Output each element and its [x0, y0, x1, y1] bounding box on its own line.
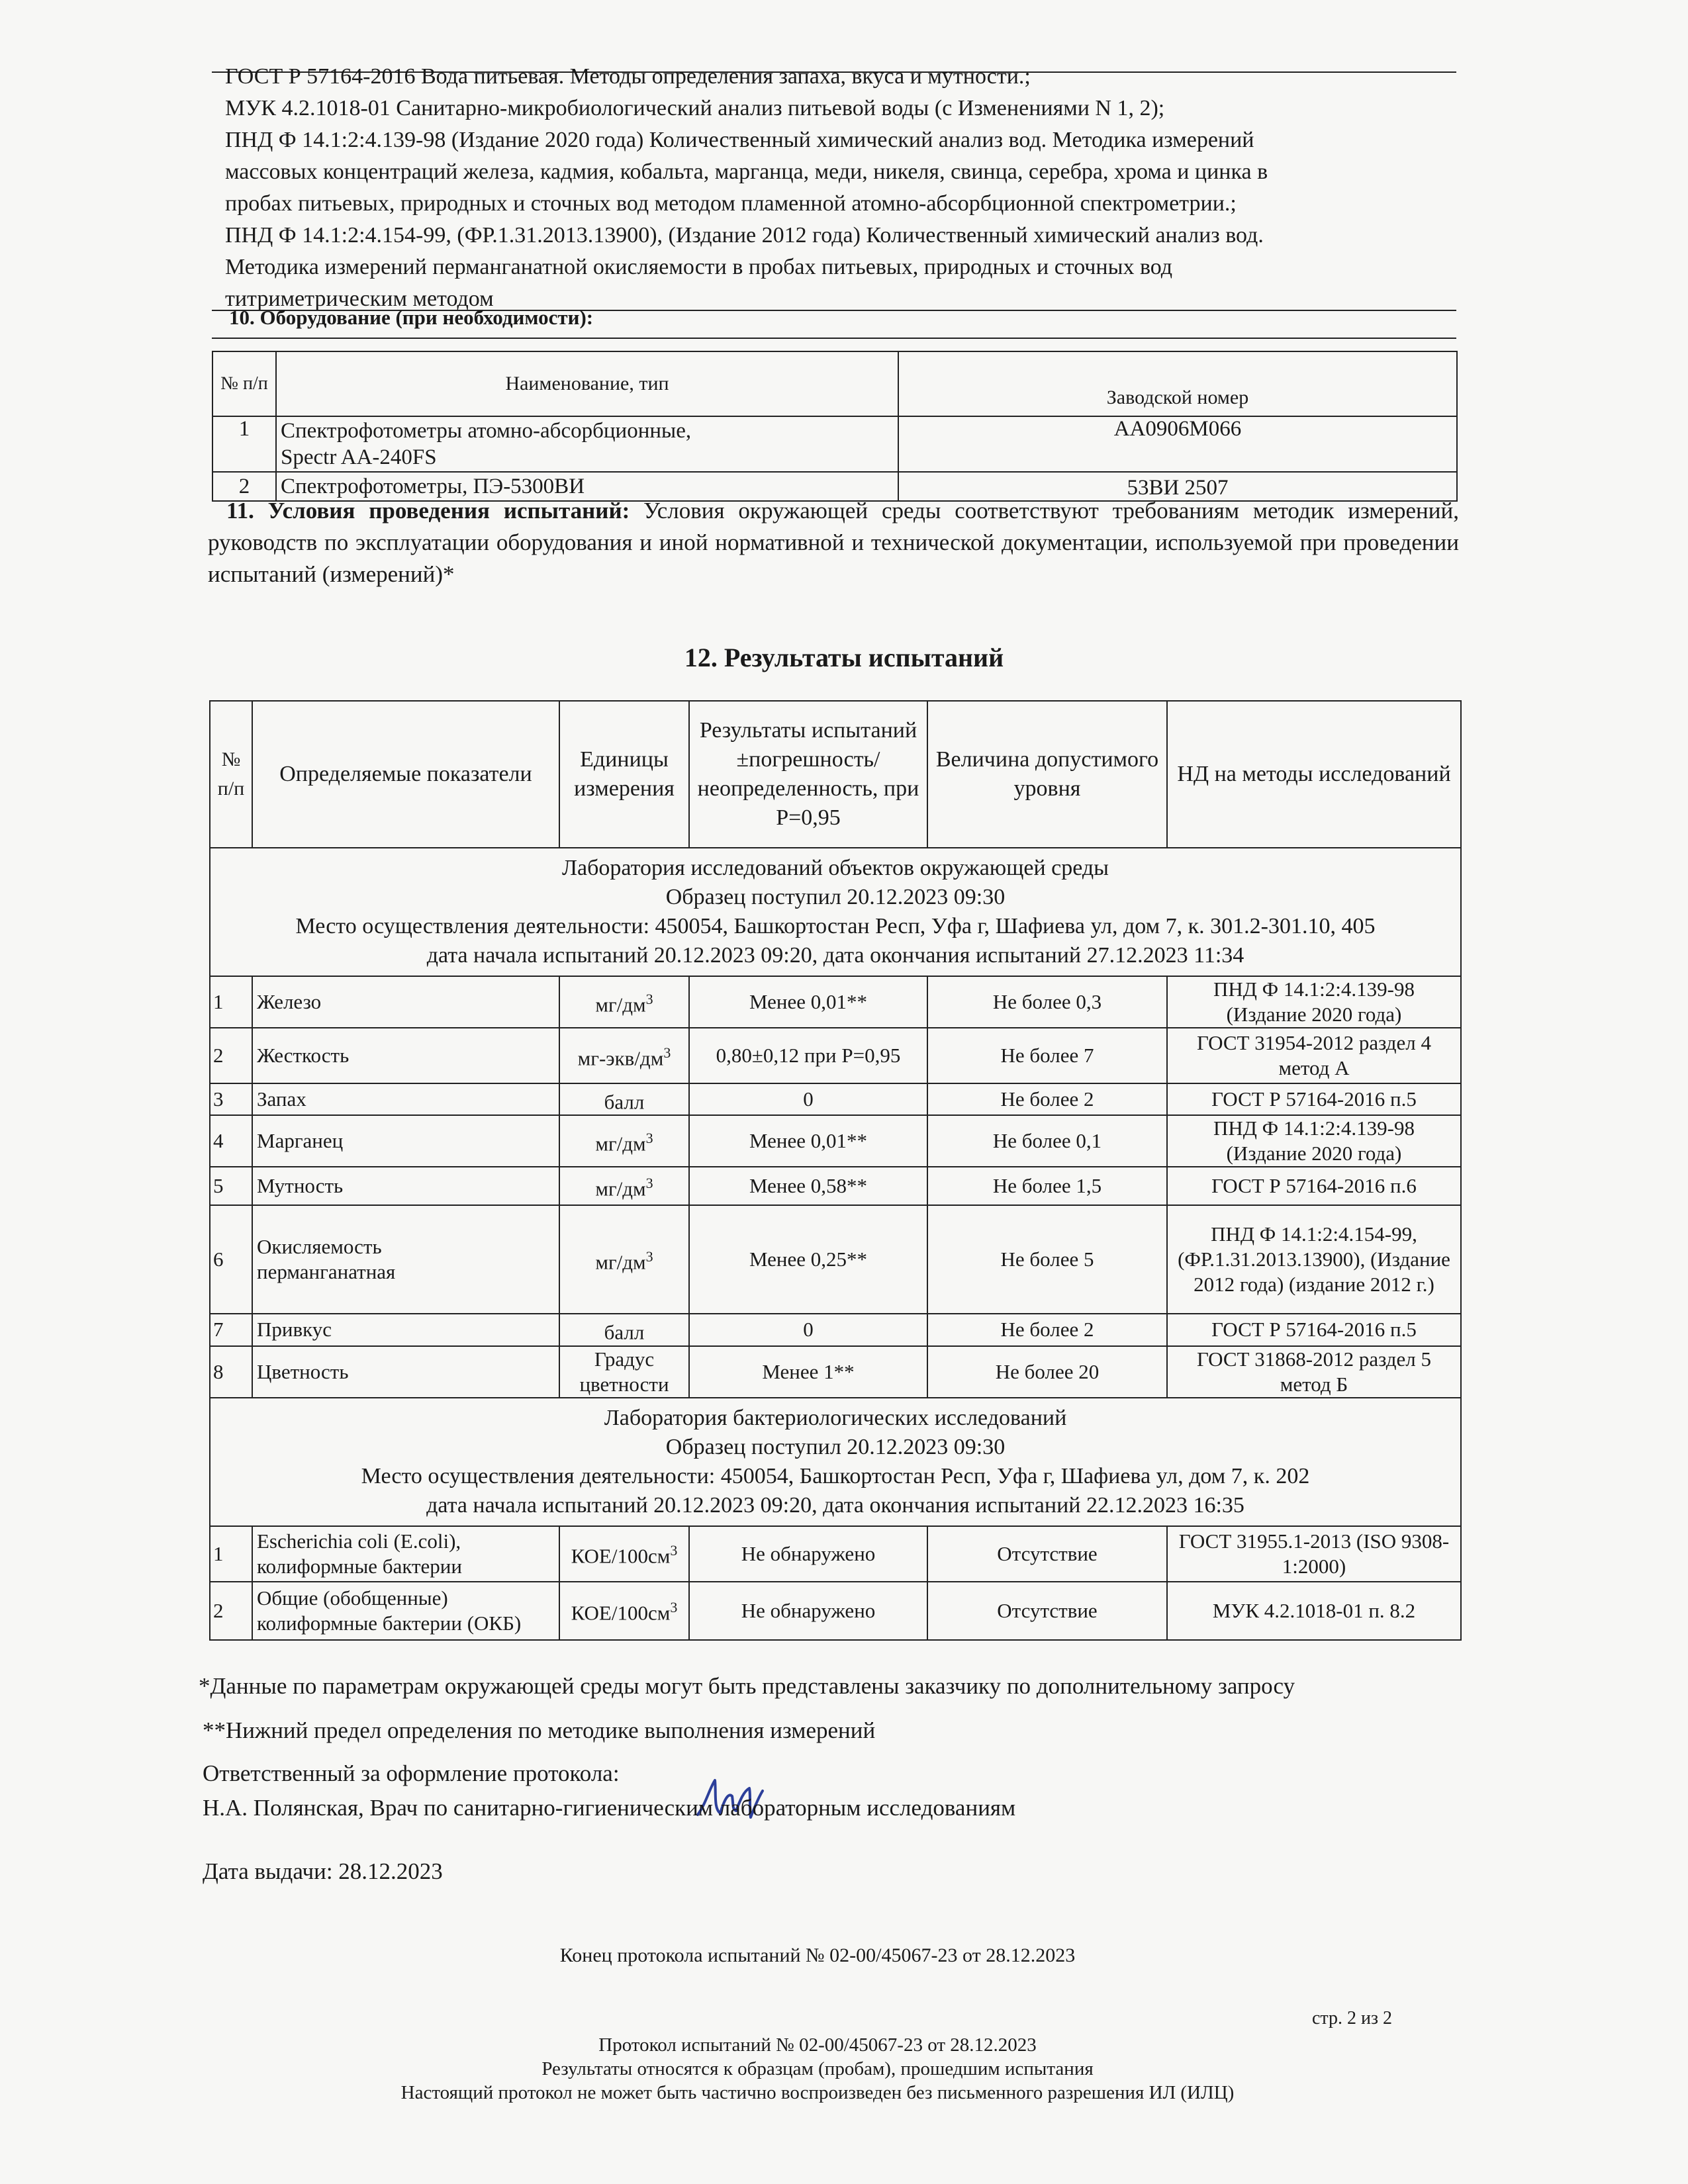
- note-detection-limit: **Нижний предел определения по методике выполнения измерений: [203, 1717, 876, 1743]
- equipment-row: [212, 416, 1457, 472]
- equipment-header-num: № п/п: [212, 351, 276, 416]
- row-limit: Не более 0,3: [927, 976, 1167, 1028]
- footer-results-note: Результаты относятся к образцам (пробам), прошедшим испытания: [541, 2058, 1094, 2079]
- methods-line: титриметрическим методом: [225, 287, 494, 311]
- equipment-name: Спектрофотометры, ПЭ-5300ВИ: [276, 472, 898, 501]
- equipment-header-name: Наименование, тип: [276, 351, 898, 416]
- results-header-units: Единицы измерения: [559, 701, 689, 848]
- row-indicator: Окисляемость перманганатная: [252, 1205, 559, 1314]
- row-limit: Отсутствие: [927, 1582, 1167, 1640]
- row-result: Менее 1**: [689, 1346, 927, 1398]
- row-unit: $мг-экв/дм^3$: [559, 1028, 689, 1083]
- row-result: Менее 0,58**: [689, 1167, 927, 1205]
- table-row: [210, 1582, 1461, 1640]
- equipment-num: 1: [212, 416, 276, 472]
- conditions-label: 11. Условия проведения испытаний:: [226, 498, 630, 523]
- page-number: стр. 2 из 2: [1312, 2008, 1393, 2028]
- row-method: МУК 4.2.1018-01 п. 8.2: [1167, 1582, 1461, 1640]
- row-num: 2: [210, 1582, 252, 1640]
- row-unit: $мг/дм^3$: [559, 1167, 689, 1205]
- conditions-paragraph: [208, 495, 1459, 590]
- results-header-result: Результаты испытаний ±погрешность/ неопределенность, при Р=0,95: [689, 701, 927, 848]
- table-row: [210, 1314, 1461, 1345]
- row-num: 2: [210, 1028, 252, 1083]
- equipment-header-serial: Заводской номер: [898, 351, 1457, 416]
- row-num: 1: [210, 1526, 252, 1582]
- results-title: 12. Результаты испытаний: [684, 643, 1004, 672]
- row-method: ПНД Ф 14.1:2:4.154-99, (ФР.1.31.2013.13900), (Издание 2012 года) (издание 2012 г.): [1167, 1205, 1461, 1314]
- row-unit: $мг/дм^3$: [559, 976, 689, 1028]
- row-unit: $мг/дм^3$: [559, 1115, 689, 1167]
- row-result: Менее 0,25**: [689, 1205, 927, 1314]
- table-row: [210, 1115, 1461, 1167]
- row-indicator: Цветность: [252, 1346, 559, 1398]
- row-method: ГОСТ Р 57164-2016 п.5: [1167, 1083, 1461, 1115]
- row-limit: Не более 1,5: [927, 1167, 1167, 1205]
- section-received: Образец поступил 20.12.2023 09:30: [665, 885, 1006, 909]
- row-num: 1: [210, 976, 252, 1028]
- results-header-limit: Величина допустимого уровня: [927, 701, 1167, 848]
- equipment-num: 2: [212, 472, 276, 501]
- section-lab-name: Лаборатория бактериологических исследований: [604, 1405, 1067, 1430]
- row-result: Менее 0,01**: [689, 1115, 927, 1167]
- row-indicator: Марганец: [252, 1115, 559, 1167]
- equipment-heading: 10. Оборудование (при необходимости):: [229, 306, 594, 329]
- section-place: Место осуществления деятельности: 450054, Башкортостан Респ, Уфа г, Шафиева ул, дом 7, к. 301.2-301.10, 405: [295, 914, 1376, 938]
- row-result: Не обнаружено: [689, 1582, 927, 1640]
- section-place: Место осуществления деятельности: 450054, Башкортостан Респ, Уфа г, Шафиева ул, дом 7, к. 202: [361, 1463, 1310, 1488]
- row-limit: Не более 2: [927, 1314, 1167, 1345]
- row-indicator: Мутность: [252, 1167, 559, 1205]
- table-row: [210, 1083, 1461, 1115]
- methods-line: Методика измерений перманганатной окисляемости в пробах питьевых, природных и сточных вод: [225, 255, 1173, 279]
- row-method: ГОСТ Р 57164-2016 п.5: [1167, 1314, 1461, 1345]
- footer: [0, 2033, 1635, 2105]
- methods-list: [225, 61, 1456, 315]
- row-indicator: Железо: [252, 976, 559, 1028]
- section-lab-name: Лаборатория исследований объектов окружающей среды: [561, 856, 1109, 880]
- equipment-heading-rule: [212, 338, 1456, 339]
- row-limit: Не более 7: [927, 1028, 1167, 1083]
- results-header-indicator: Определяемые показатели: [252, 701, 559, 848]
- equipment-header-row: [212, 351, 1457, 416]
- row-indicator: Общие (обобщенные) колиформные бактерии (ОКБ): [252, 1582, 559, 1640]
- methods-line: массовых концентраций железа, кадмия, кобальта, марганца, меди, никеля, свинца, серебра, хрома и цинка в: [225, 159, 1268, 184]
- row-limit: Отсутствие: [927, 1526, 1167, 1582]
- table-row: [210, 1028, 1461, 1083]
- row-method: ГОСТ Р 57164-2016 п.6: [1167, 1167, 1461, 1205]
- row-unit: балл: [559, 1083, 689, 1115]
- results-header-method: НД на методы исследований: [1167, 701, 1461, 848]
- note-environment: *Данные по параметрам окружающей среды могут быть представлены заказчику по дополнительному запросу: [199, 1673, 1295, 1699]
- row-num: 8: [210, 1346, 252, 1398]
- methods-line: МУК 4.2.1018-01 Санитарно-микробиологический анализ питьевой воды (с Изменениями N 1, 2);: [225, 96, 1165, 120]
- results-table: [209, 700, 1462, 1641]
- conditions-text: Условия окружающей среды соответствуют требованиям методик измерений, руководств по эксплуатации оборудования и иной нормативной и технической документации, используемой при проведении испытаний (измерений)*: [208, 498, 1460, 587]
- row-num: 3: [210, 1083, 252, 1115]
- protocol-end-line: Конец протокола испытаний № 02-00/45067-23 от 28.12.2023: [559, 1944, 1076, 1966]
- methods-line: ПНД Ф 14.1:2:4.154-99, (ФР.1.31.2013.13900), (Издание 2012 года) Количественный химический анализ вод.: [225, 223, 1264, 248]
- row-method: ГОСТ 31955.1-2013 (ISO 9308-1:2000): [1167, 1526, 1461, 1582]
- row-indicator: Запах: [252, 1083, 559, 1115]
- table-row: [210, 1346, 1461, 1398]
- row-result: Менее 0,01**: [689, 976, 927, 1028]
- section-received: Образец поступил 20.12.2023 09:30: [665, 1434, 1006, 1459]
- footer-protocol: Протокол испытаний № 02-00/45067-23 от 28.12.2023: [598, 2034, 1037, 2056]
- section-bacteria-lab: [210, 1398, 1461, 1526]
- row-unit: балл: [559, 1314, 689, 1345]
- methods-line: ГОСТ Р 57164-2016 Вода питьевая. Методы определения запаха, вкуса и мутности.;: [225, 64, 1031, 89]
- row-num: 7: [210, 1314, 252, 1345]
- row-method: ГОСТ 31954-2012 раздел 4 метод А: [1167, 1028, 1461, 1083]
- responsible-label: Ответственный за оформление протокола:: [203, 1760, 620, 1786]
- equipment-name: Спектрофотометры атомно-абсорбционные, Spectr AA-240FS: [276, 416, 898, 472]
- row-unit: Градус цветности: [559, 1346, 689, 1398]
- row-result: 0: [689, 1314, 927, 1345]
- section-env-lab: [210, 848, 1461, 976]
- table-row: [210, 976, 1461, 1028]
- section-dates: дата начала испытаний 20.12.2023 09:20, дата окончания испытаний 27.12.2023 11:34: [426, 943, 1244, 968]
- row-num: 5: [210, 1167, 252, 1205]
- issue-date: Дата выдачи: 28.12.2023: [203, 1858, 443, 1884]
- row-result: 0,80±0,12 при Р=0,95: [689, 1028, 927, 1083]
- row-limit: Не более 0,1: [927, 1115, 1167, 1167]
- row-unit: КОЕ/$100см^3$: [559, 1582, 689, 1640]
- row-result: 0: [689, 1083, 927, 1115]
- row-method: ГОСТ 31868-2012 раздел 5 метод Б: [1167, 1346, 1461, 1398]
- results-header-num: № п/п: [210, 701, 252, 848]
- row-limit: Не более 20: [927, 1346, 1167, 1398]
- row-unit: $мг/дм^3$: [559, 1205, 689, 1314]
- row-limit: Не более 2: [927, 1083, 1167, 1115]
- row-limit: Не более 5: [927, 1205, 1167, 1314]
- row-indicator: Жесткость: [252, 1028, 559, 1083]
- equipment-serial: 53ВИ 2507: [898, 472, 1457, 501]
- equipment-table: [212, 351, 1458, 502]
- results-header-row: [210, 701, 1461, 848]
- methods-line: пробах питьевых, природных и сточных вод методом пламенной атомно-абсорбционной спектрометрии.;: [225, 191, 1237, 216]
- row-indicator: Escherichia coli (E.coli), колиформные бактерии: [252, 1526, 559, 1582]
- table-row: [210, 1205, 1461, 1314]
- section-dates: дата начала испытаний 20.12.2023 09:20, дата окончания испытаний 22.12.2023 16:35: [426, 1492, 1244, 1518]
- responsible-person: Н.А. Полянская, Врач по санитарно-гигиеническим лабораторным исследованиям: [203, 1795, 1016, 1821]
- row-method: ПНД Ф 14.1:2:4.139-98 (Издание 2020 года): [1167, 976, 1461, 1028]
- row-num: 4: [210, 1115, 252, 1167]
- row-indicator: Привкус: [252, 1314, 559, 1345]
- row-method: ПНД Ф 14.1:2:4.139-98 (Издание 2020 года): [1167, 1115, 1461, 1167]
- row-num: 6: [210, 1205, 252, 1314]
- footer-copy-note: Настоящий протокол не может быть частично воспроизведен без письменного разрешения ИЛ (ИЛЦ): [400, 2082, 1235, 2103]
- methods-line: ПНД Ф 14.1:2:4.139-98 (Издание 2020 года) Количественный химический анализ вод. Методика измерений: [225, 128, 1254, 152]
- row-result: Не обнаружено: [689, 1526, 927, 1582]
- row-unit: КОЕ/$100см^3$: [559, 1526, 689, 1582]
- table-row: [210, 1167, 1461, 1205]
- equipment-serial: AA0906M066: [898, 416, 1457, 472]
- table-row: [210, 1526, 1461, 1582]
